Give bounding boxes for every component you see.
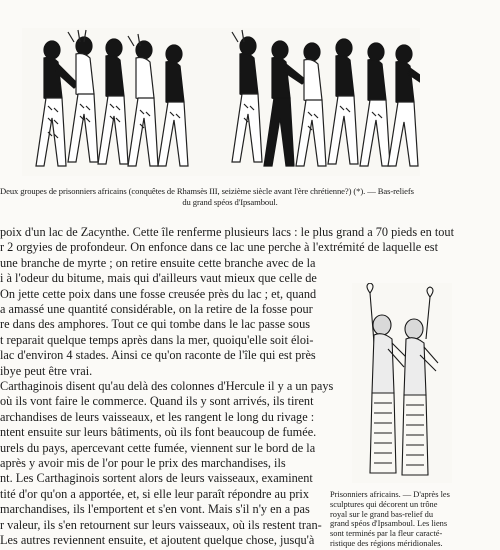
text-line: après y avoir mis de l'or pour le prix des marchandises, ils bbox=[0, 456, 286, 470]
text-line: poix d'un lac de Zacynthe. Cette île renferme plusieurs lacs : le plus grand a 70 pieds en tout bbox=[0, 225, 454, 239]
text-line: On jette cette poix dans une fosse creusée près du lac ; et, quand bbox=[0, 286, 317, 301]
text-line: lac d'environ 4 stades. Ainsi ce qu'on raconte de l'île qui est près bbox=[0, 348, 316, 363]
right-illustration bbox=[352, 283, 452, 483]
text-line: une branche de myrte ; on retire ensuite cette branche avec de la bbox=[0, 255, 316, 270]
text-line: r valeur, ils s'en retournent sur leurs vaisseaux, où ils restent tran- bbox=[0, 517, 322, 532]
egyptian-relief-two-prisoners-icon bbox=[352, 283, 452, 483]
top-illustration bbox=[22, 28, 420, 176]
egyptian-relief-prisoners-icon bbox=[22, 28, 420, 176]
text-line: marchandises, ils l'emportent et s'en vont. Mais s'il n'y en a pas bbox=[0, 502, 310, 517]
caption-line: Deux groupes de prisonniers africains (conquêtes de Rhamsès III, seizième siècle avant l'ère chrétienne?) (*). — Bas-reliefs bbox=[0, 186, 414, 196]
caption-line: sont terminés par la fleur caracté- bbox=[330, 529, 443, 539]
text-line: archandises de leurs vaisseaux, et les rangent le long du rivage : bbox=[0, 409, 315, 424]
text-line: Les autres reviennent ensuite, et ajoutent quelque chose, jusqu'à bbox=[0, 533, 315, 547]
text-line: ibye peut être vrai. bbox=[0, 363, 93, 378]
caption-line: sculptures qui décorent un trône bbox=[330, 499, 438, 509]
right-figure-caption bbox=[330, 490, 468, 549]
top-figure-caption bbox=[0, 186, 460, 208]
text-line: r 2 orgyies de profondeur. On enfonce dans ce lac une perche à l'extrémité de laquelle est bbox=[0, 240, 439, 255]
caption-line: Prisonniers africains. — D'après les bbox=[330, 490, 450, 499]
text-line: où ils vont faire le commerce. Quand ils y sont arrivés, ils tirent bbox=[0, 394, 314, 409]
caption-line: du grand spéos d'Ipsamboul. bbox=[182, 197, 278, 207]
text-line: ntent ensuite sur leurs bâtiments, où ils font beaucoup de fumée. bbox=[0, 425, 317, 440]
text-line: tité d'or qu'on a apportée, et, si elle leur paraît répondre au prix bbox=[0, 486, 310, 501]
text-line: Carthaginois disent qu'au delà des colonnes d'Hercule il y a un pays bbox=[0, 379, 334, 393]
text-line: urels du pays, apercevant cette fumée, viennent sur le bord de la bbox=[0, 440, 316, 455]
caption-line: ristique des régions méridionales. bbox=[330, 538, 443, 548]
text-line: re dans des amphores. Tout ce qui tombe dans le lac passe sous bbox=[0, 317, 311, 332]
text-line: i à l'odeur du bitume, mais qui d'ailleurs vaut mieux que celle de bbox=[0, 271, 317, 286]
caption-line: royal sur le grand bas-relief du bbox=[330, 509, 434, 519]
text-line: nt. Les Carthaginois sortent alors de leurs vaisseaux, examinent bbox=[0, 471, 313, 486]
text-line: t reparait quelque temps après dans la mer, quoiqu'elle soit éloi- bbox=[0, 332, 314, 347]
text-line: a amassé une quantité considérable, on la retire de la fosse pour bbox=[0, 302, 313, 316]
caption-line: grand spéos d'Ipsamboul. Les liens bbox=[330, 519, 448, 529]
